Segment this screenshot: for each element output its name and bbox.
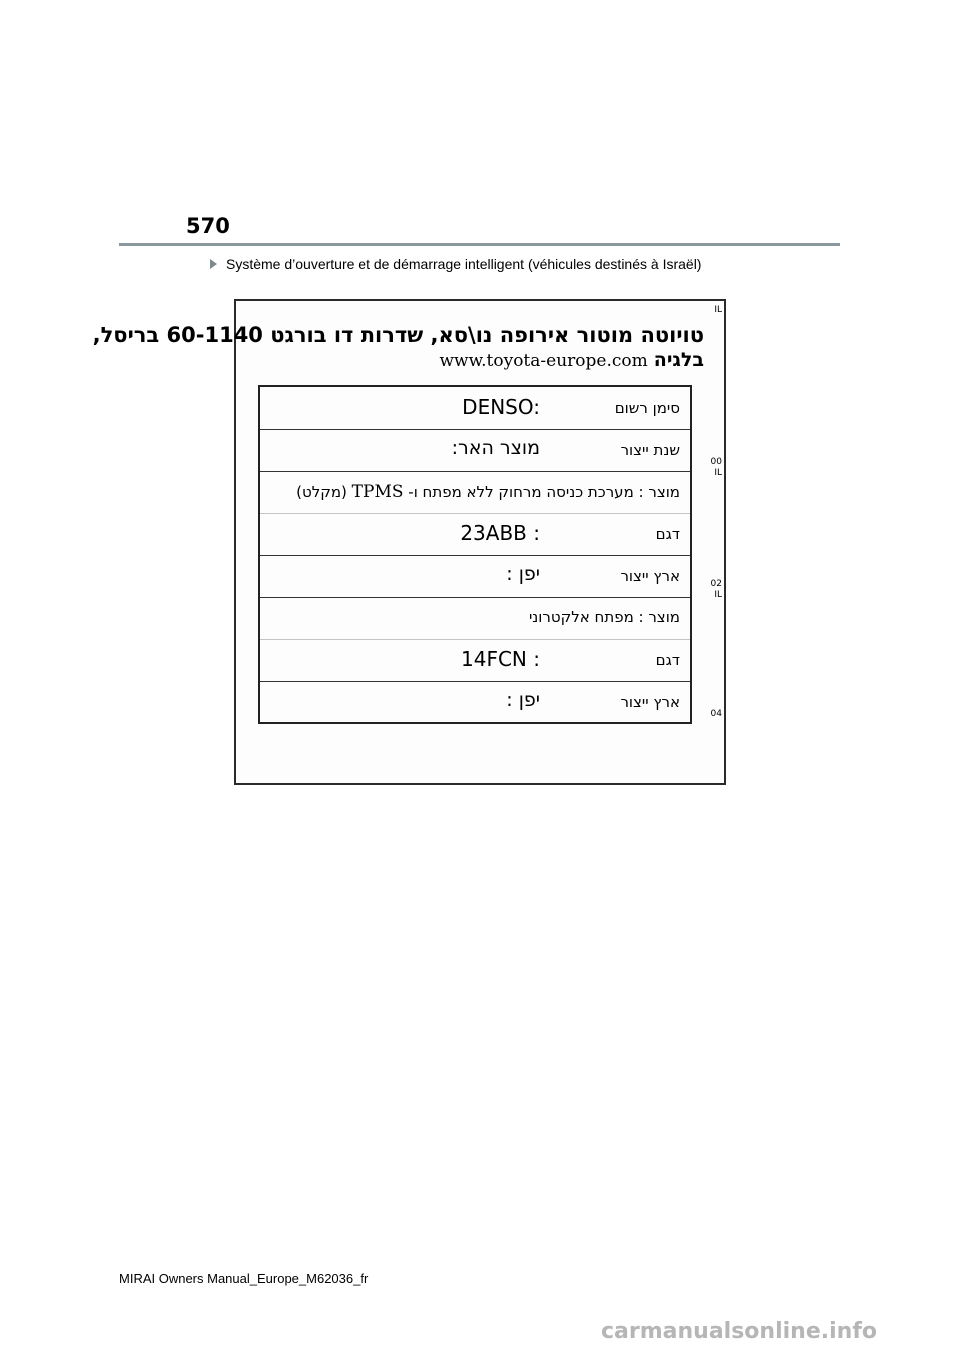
label-row-product-receiver <box>260 471 690 514</box>
product-text: מוצר : מפתח אלקטרוני <box>528 608 680 626</box>
section-caption <box>210 256 701 272</box>
row-value: DENSO: <box>462 395 540 419</box>
manual-footer: MIRAI Owners Manual_Europe_M62036_fr <box>119 1271 369 1286</box>
label-row-model-1 <box>260 513 690 556</box>
label-row-country-1 <box>260 555 690 598</box>
row-value: 23ABB : <box>460 521 540 545</box>
side-mark-code: IL <box>714 590 722 600</box>
product-text: מוצר : מערכת כניסה מרחוק ללא מפתח ו- <box>403 483 680 501</box>
row-value: יפן : <box>506 563 540 585</box>
side-mark-top: IL <box>714 305 722 315</box>
product-latin: TPMS <box>351 482 404 502</box>
triangle-bullet-icon <box>210 259 217 269</box>
label-header-country <box>439 349 704 371</box>
row-label: דגם <box>655 651 680 669</box>
side-mark-00 <box>711 457 722 479</box>
row-full-text <box>296 482 680 502</box>
certification-label-image <box>92 299 726 785</box>
side-mark-code: IL <box>714 468 722 478</box>
row-label: דגם <box>655 525 680 543</box>
row-label: סימן רשום <box>614 399 680 417</box>
product-suffix: (מקלט) <box>296 483 352 501</box>
watermark: carmanualsonline.info <box>601 1319 877 1344</box>
side-mark-02 <box>711 579 722 601</box>
label-row-country-2 <box>260 681 690 723</box>
label-country-text: בלגיה <box>653 349 704 371</box>
header-rule <box>119 243 840 246</box>
label-row-model-2 <box>260 639 690 682</box>
label-row-year <box>260 429 690 472</box>
label-row-product-key <box>260 597 690 640</box>
row-value: 14FCN : <box>461 647 540 671</box>
row-value: יפן : <box>506 689 540 711</box>
label-row-brand <box>260 387 690 430</box>
label-header-address: טויוטה מוטור אירופה נו\סא, שדרות דו בורגט 60-1140 בריסל, <box>92 323 704 347</box>
row-full-text <box>529 608 680 626</box>
side-mark-04: 04 <box>710 709 722 719</box>
row-label: ארץ ייצור <box>620 567 680 585</box>
side-mark-code: 00 <box>710 457 722 467</box>
label-url: www.toyota-europe.com <box>439 351 648 371</box>
label-details-box <box>258 385 692 724</box>
row-label: שנת ייצור <box>620 441 680 459</box>
row-label: ארץ ייצור <box>620 693 680 711</box>
row-value: מוצר האר: <box>451 437 540 459</box>
page-number: 570 <box>186 214 230 238</box>
side-mark-code: 02 <box>710 579 722 589</box>
caption-text: Système d’ouverture et de démarrage intelligent (véhicules destinés à Israël) <box>226 256 702 272</box>
